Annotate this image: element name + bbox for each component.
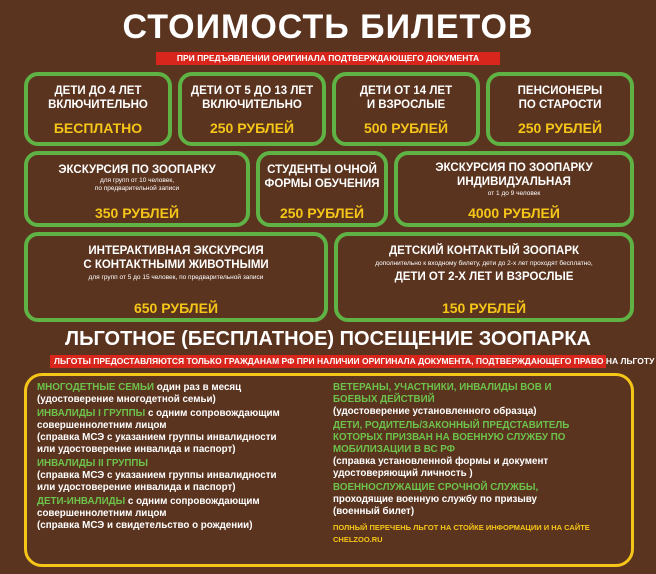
card-adults bbox=[332, 72, 480, 146]
benefit-mobilized-families: ДЕТИ, РОДИТЕЛЬ/ЗАКОННЫЙ ПРЕДСТАВИТЕЛЬ КОТОРЫХ ПРИЗВАН НА ВОЕННУЮ СЛУЖБУ ПО МОБИЛИЗАЦИИ В ВС РФ (справка установленной формы и документ удостоверяющий личность ) bbox=[333, 420, 570, 479]
card-individual-excursion bbox=[394, 151, 634, 227]
benefit-large-families: МНОГОДЕТНЫЕ СЕМЬИ один раз в месяц (удостоверение многодетной семьи) bbox=[37, 382, 242, 405]
card-label: И ВЗРОСЛЫЕ bbox=[366, 99, 446, 111]
benefits-right-column bbox=[333, 382, 629, 546]
card-label: ФОРМЫ ОБУЧЕНИЯ bbox=[264, 178, 380, 190]
benefit-veterans: ВЕТЕРАНЫ, УЧАСТНИКИ, ИНВАЛИДЫ ВОВ И БОЕВЫХ ДЕЙСТВИЙ (удостоверение установленного образца) bbox=[333, 382, 552, 417]
card-price: 250 РУБЛЕЙ bbox=[279, 205, 365, 221]
card-price: 250 РУБЛЕЙ bbox=[209, 120, 295, 136]
card-label: ДЕТИ ОТ 14 ЛЕТ bbox=[359, 85, 453, 97]
card-label: СТУДЕНТЫ ОЧНОЙ bbox=[267, 164, 377, 176]
card-note: для групп от 5 до 15 человек, по предварительной записи bbox=[88, 274, 264, 281]
card-note: по предварительной записи bbox=[94, 185, 180, 192]
card-price: 150 РУБЛЕЙ bbox=[441, 300, 527, 316]
card-interactive-excursion bbox=[24, 232, 328, 322]
card-students bbox=[256, 151, 388, 227]
card-label: ДЕТИ ОТ 2-Х ЛЕТ И ВЗРОСЛЫЕ bbox=[394, 271, 574, 283]
benefits-footnote: ПОЛНЫЙ ПЕРЕЧЕНЬ ЛЬГОТ НА СТОЙКЕ ИНФОРМАЦИИ И НА САЙТЕ CHELZOO.RU bbox=[333, 523, 590, 544]
benefit-disability-group-1: ИНВАЛИДЫ I ГРУППЫ с одним сопровождающим совершеннолетним лицом (справка МСЭ с указанием группы инвалидности или удостоверение инвалида и паспорт) bbox=[37, 408, 280, 455]
card-label: ПО СТАРОСТИ bbox=[518, 99, 602, 111]
card-price: 4000 РУБЛЕЙ bbox=[468, 205, 560, 221]
card-label: ЭКСКУРСИЯ ПО ЗООПАРКУ bbox=[58, 164, 216, 176]
card-price: 500 РУБЛЕЙ bbox=[363, 120, 449, 136]
card-price: 650 РУБЛЕЙ bbox=[133, 300, 219, 316]
card-label: ДЕТИ ДО 4 ЛЕТ bbox=[54, 85, 142, 97]
card-kids-under-4 bbox=[24, 72, 172, 146]
card-price: БЕСПЛАТНО bbox=[53, 120, 143, 136]
card-label: ВКЛЮЧИТЕЛЬНО bbox=[48, 99, 148, 111]
card-label: ДЕТСКИЙ КОНТАКТЫЙ ЗООПАРК bbox=[388, 245, 580, 257]
benefit-disability-group-2: ИНВАЛИДЫ II ГРУППЫ (справка МСЭ с указанием группы инвалидности или удостоверение инвалида и паспорт) bbox=[37, 458, 277, 493]
card-label: ИНТЕРАКТИВНАЯ ЭКСКУРСИЯ bbox=[88, 245, 264, 257]
benefit-conscripts: ВОЕННОСЛУЖАЩИЕ СРОЧНОЙ СЛУЖБЫ, проходящие военную службу по призыву (военный билет) bbox=[333, 482, 539, 517]
card-label: С КОНТАКТНЫМИ ЖИВОТНЫМИ bbox=[83, 259, 269, 271]
card-note: дополнительно к входному билету, дети до 2-х лет проходят бесплатно, bbox=[375, 260, 593, 267]
benefits-left-column bbox=[37, 382, 329, 534]
card-price: 250 РУБЛЕЙ bbox=[517, 120, 603, 136]
card-group-excursion bbox=[24, 151, 250, 227]
benefits-title: ЛЬГОТНОЕ (БЕСПЛАТНОЕ) ПОСЕЩЕНИЕ ЗООПАРКА bbox=[65, 328, 591, 350]
card-pensioners bbox=[486, 72, 634, 146]
card-label: ПЕНСИОНЕРЫ bbox=[517, 85, 603, 97]
card-label: ИНДИВИДУАЛЬНАЯ bbox=[457, 176, 571, 188]
card-label: ЭКСКУРСИЯ ПО ЗООПАРКУ bbox=[435, 162, 593, 174]
card-contact-zoo bbox=[334, 232, 634, 322]
top-banner: ПРИ ПРЕДЪЯВЛЕНИИ ОРИГИНАЛА ПОДТВЕРЖДАЮЩЕГО ДОКУМЕНТА bbox=[156, 52, 500, 65]
benefits-box bbox=[24, 373, 634, 567]
page-title: СТОИМОСТЬ БИЛЕТОВ bbox=[122, 8, 534, 46]
card-note: от 1 до 9 человек bbox=[487, 190, 541, 197]
card-label: ВКЛЮЧИТЕЛЬНО bbox=[202, 99, 302, 111]
card-kids-5-13 bbox=[178, 72, 326, 146]
card-label: ДЕТИ ОТ 5 ДО 13 ЛЕТ bbox=[190, 85, 314, 97]
benefits-banner: ЛЬГОТЫ ПРЕДОСТАВЛЯЮТСЯ ТОЛЬКО ГРАЖДАНАМ РФ ПРИ НАЛИЧИИ ОРИГИНАЛА ДОКУМЕНТА, ПОДТВЕРЖДАЮЩЕГО ПРАВО НА ЛЬГОТУ bbox=[50, 355, 606, 368]
card-note: для групп от 10 человек, bbox=[99, 177, 175, 184]
card-price: 350 РУБЛЕЙ bbox=[94, 205, 180, 221]
benefit-disabled-children: ДЕТИ-ИНВАЛИДЫ с одним сопровождающим совершеннолетним лицом (справка МСЭ и свидетельство о рождении) bbox=[37, 496, 260, 531]
